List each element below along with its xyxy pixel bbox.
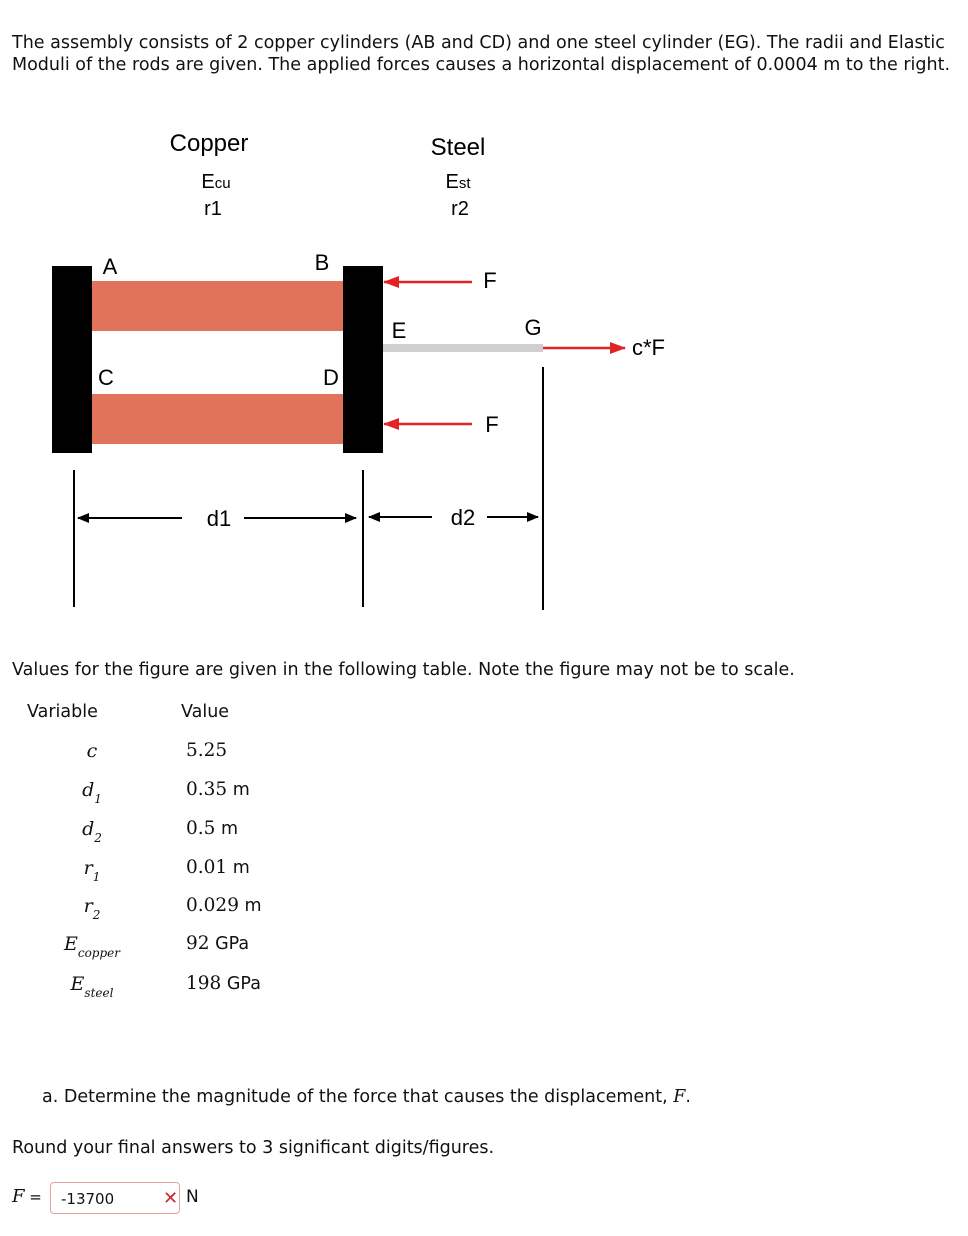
table-row-var: $d_1$ (82, 779, 102, 806)
steel-title: Steel (430, 134, 486, 161)
table-row-value: 0.35 m (186, 779, 250, 800)
rigid-plate-bd (343, 266, 383, 453)
copper-modulus-label: Ecu (201, 171, 231, 193)
label-c: C (98, 365, 114, 390)
table-row-var: c (86, 740, 98, 762)
dimension-d2-label: d2 (450, 505, 476, 530)
left-fixed-wall (52, 266, 92, 453)
label-cf: c*F (632, 335, 665, 360)
table-row-value: 92 GPa (186, 933, 250, 954)
copper-title: Copper (169, 130, 249, 157)
rounding-instruction: Round your final answers to 3 significant digits/figures. (12, 1138, 495, 1158)
copper-radius-label: r1 (204, 198, 222, 220)
label-d: D (323, 365, 339, 390)
steel-radius-label: r2 (451, 198, 469, 220)
label-e: E (391, 318, 407, 343)
copper-rod-cd (92, 394, 343, 444)
label-force-top: F (483, 268, 497, 293)
table-header-value: Value (181, 702, 230, 722)
table-row-var: $r_1$ (83, 857, 101, 884)
table-row-var: $E_{copper}$ (63, 933, 121, 960)
table-row-var: $r_2$ (83, 895, 101, 922)
figure-note: Values for the figure are given in the following table. Note the figure may not be to scale. (12, 660, 795, 680)
table-row-value: 0.5 m (186, 818, 239, 839)
question-a: a. Determine the magnitude of the force that causes the displacement, F. (42, 1087, 691, 1107)
force-answer-input[interactable]: -13700 (50, 1182, 180, 1214)
label-force-bottom: F (485, 412, 499, 437)
table-row-value: 198 GPa (186, 973, 261, 994)
label-g: G (524, 315, 542, 340)
problem-statement: The assembly consists of 2 copper cylinders (AB and CD) and one steel cylinder (EG). The radii and Elastic Moduli of the rods are given. The applied forces causes a horizontal displacement of 0.0004 m to the right. (12, 33, 951, 75)
dimension-d1-label: d1 (206, 506, 232, 531)
table-row-value: 5.25 (186, 740, 228, 761)
copper-rod-ab (92, 281, 343, 331)
incorrect-mark-icon: ✕ (163, 1188, 179, 1209)
table-row-value: 0.01 m (186, 857, 250, 878)
table-row-var: $d_2$ (82, 818, 102, 845)
table-row-value: 0.029 m (186, 895, 262, 916)
label-a: A (102, 254, 118, 279)
label-b: B (314, 250, 330, 275)
answer-label: F = (12, 1186, 42, 1207)
steel-rod-eg (383, 344, 543, 352)
answer-unit: N (186, 1187, 199, 1207)
table-row-var: $E_{steel}$ (70, 973, 114, 1000)
table-header-variable: Variable (27, 702, 98, 722)
steel-modulus-label: Est (445, 171, 471, 193)
